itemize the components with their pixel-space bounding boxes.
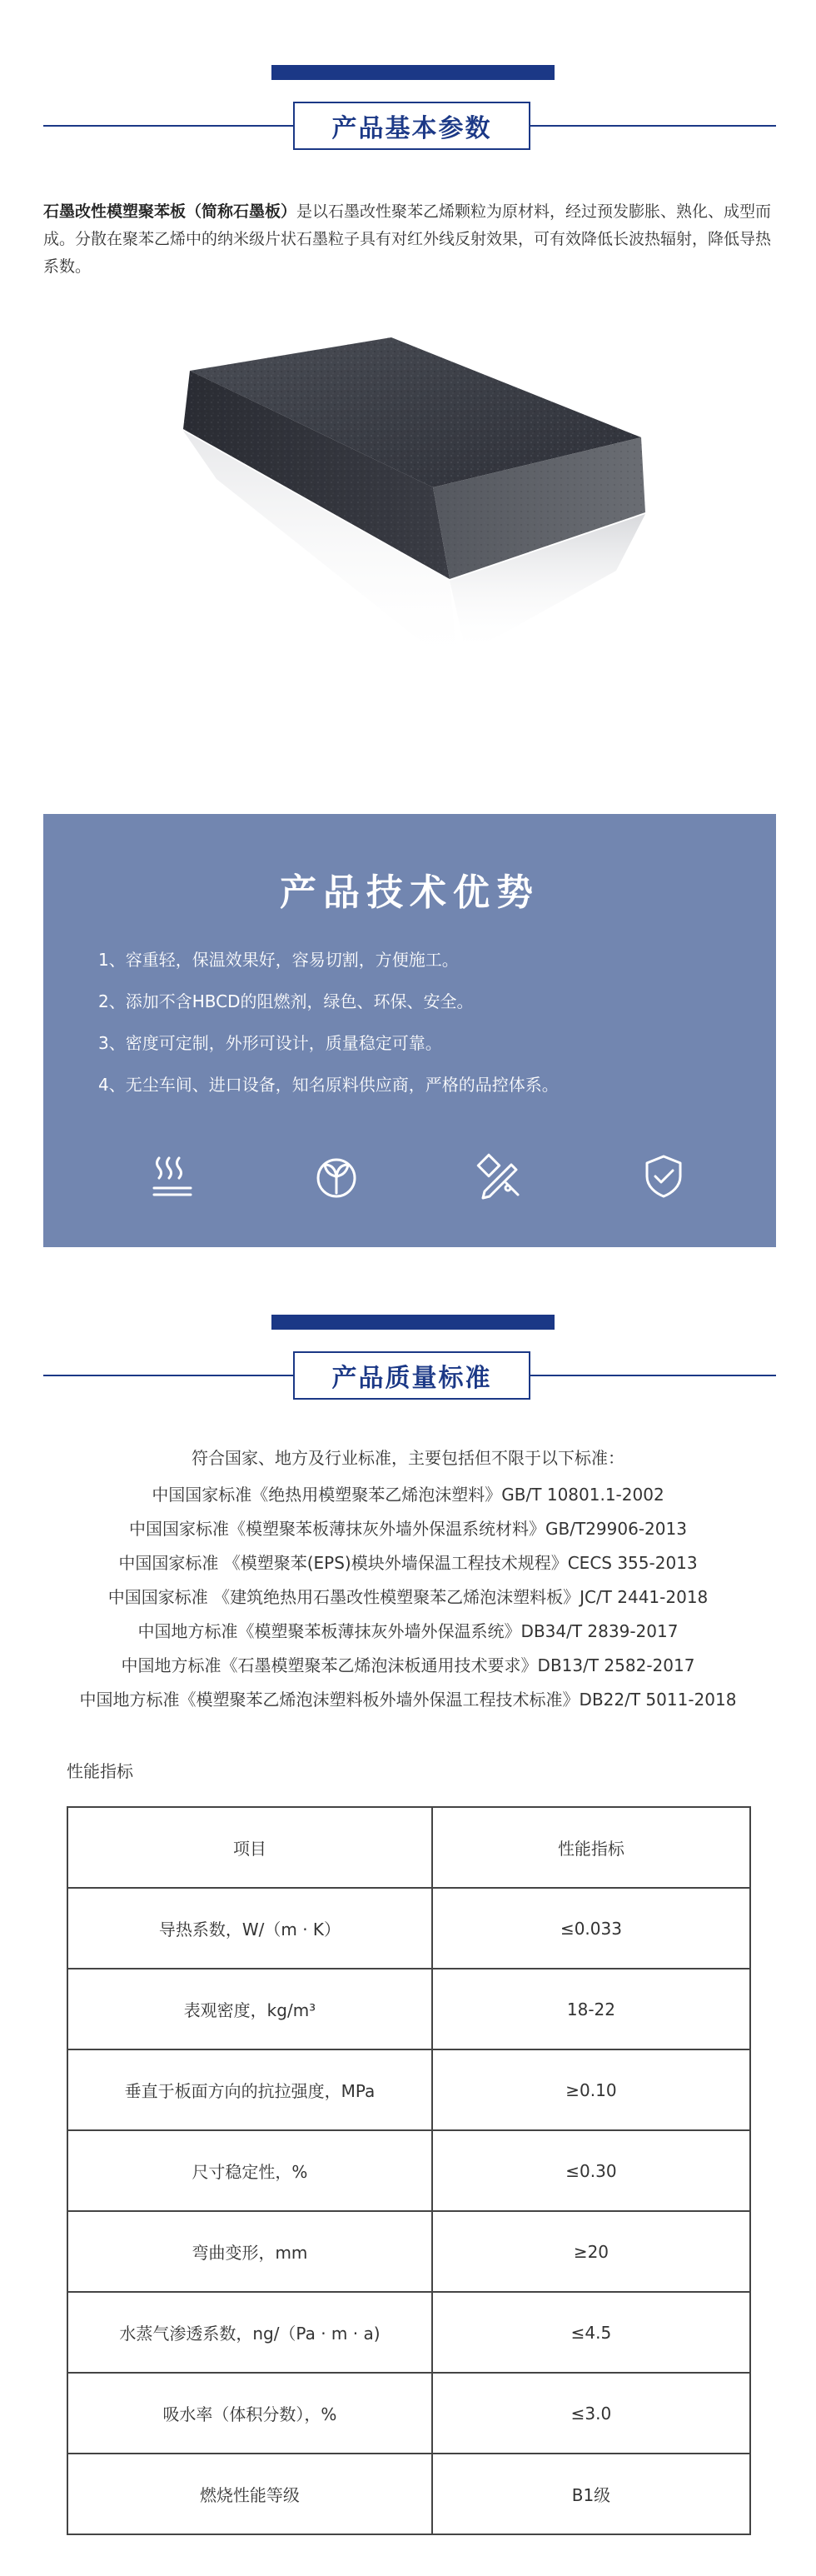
table-row (67, 2211, 750, 2292)
header-line-left (43, 125, 293, 127)
advantages-list (98, 939, 559, 1106)
table-row (67, 2454, 750, 2534)
table-cell-value: ≥20 (432, 2211, 750, 2292)
table-cell-item: 导热系数，W/（m · K） (67, 1888, 432, 1969)
table-header-row (67, 1807, 750, 1888)
performance-table (67, 1806, 751, 2535)
advantage-item: 2、添加不含HBCD的阻燃剂，绿色、环保、安全。 (98, 991, 474, 1011)
table-cell-item: 尺寸稳定性，% (67, 2130, 432, 2211)
table-row (67, 2130, 750, 2211)
table-header-cell: 项目 (67, 1807, 432, 1888)
heat-insulation-icon (143, 1147, 202, 1206)
standard-item: 中国国家标准《绝热用模塑聚苯乙烯泡沫塑料》GB/T 10801.1-2002 (152, 1485, 664, 1505)
section-title: 产品基本参数 (331, 114, 492, 143)
eco-leaf-icon (307, 1147, 366, 1206)
shield-check-icon (634, 1147, 693, 1206)
table-row (67, 1888, 750, 1969)
table-cell-value: 18-22 (432, 1969, 750, 2049)
section-title: 产品质量标准 (331, 1364, 492, 1393)
table-cell-value: B1级 (432, 2454, 750, 2534)
header-accent-bar (271, 65, 555, 80)
intro-product-name: 石墨改性模塑聚苯板（简称石墨板） (43, 202, 297, 221)
performance-label: 性能指标 (67, 1761, 133, 1781)
standard-item: 中国国家标准 《建筑绝热用石墨改性模塑聚苯乙烯泡沫塑料板》JC/T 2441-2018 (107, 1587, 709, 1607)
intro-text: 是以石墨改性聚苯乙烯颗粒为原材料，经过预发膨胀、熟化、成型而成。分散在聚苯乙烯中的纳米级片状石墨粒子具有对红外线反射效果，可有效降低长波热辐射，降低导热系数。 (43, 202, 772, 276)
header-line-right (530, 1375, 776, 1376)
header-accent-bar (271, 1315, 555, 1330)
table-header-cell: 性能指标 (432, 1807, 750, 1888)
intro-paragraph (43, 198, 784, 281)
table-cell-value: ≤0.30 (432, 2130, 750, 2211)
table-cell-item: 弯曲变形，mm (67, 2211, 432, 2292)
table-cell-value: ≥0.10 (432, 2049, 750, 2130)
table-row (67, 1969, 750, 2049)
advantage-item: 1、容重轻，保温效果好，容易切割，方便施工。 (98, 950, 459, 970)
table-cell-value: ≤3.0 (432, 2373, 750, 2454)
header-line-right (530, 125, 776, 127)
standard-item: 中国地方标准《石墨模塑聚苯乙烯泡沫板通用技术要求》DB13/T 2582-2017 (121, 1655, 695, 1675)
table-row (67, 2049, 750, 2130)
header-line-left (43, 1375, 293, 1376)
standard-item: 中国国家标准《模塑聚苯板薄抹灰外墙外保温系统材料》GB/T29906-2013 (129, 1519, 687, 1539)
advantage-item: 4、无尘车间、进口设备，知名原料供应商，严格的品控体系。 (98, 1075, 559, 1095)
advantages-icons (143, 1147, 693, 1206)
section-title-box (293, 102, 530, 150)
standard-item: 中国国家标准 《模塑聚苯(EPS)模块外墙保温工程技术规程》CECS 355-2013 (118, 1553, 698, 1573)
standards-list (0, 1478, 816, 1717)
graphite-board-illustration (150, 321, 666, 754)
advantage-item: 3、密度可定制，外形可设计，质量稳定可靠。 (98, 1033, 442, 1053)
table-cell-item: 水蒸气渗透系数，ng/（Pa · m · a) (67, 2292, 432, 2373)
advantages-title: 产品技术优势 (280, 871, 540, 914)
table-cell-item: 吸水率（体积分数），% (67, 2373, 432, 2454)
standard-item: 中国地方标准《模塑聚苯板薄抹灰外墙外保温系统》DB34/T 2839-2017 (137, 1621, 679, 1641)
standard-item: 中国地方标准《模塑聚苯乙烯泡沫塑料板外墙外保温工程技术标准》DB22/T 5011-2018 (79, 1690, 737, 1710)
table-cell-item: 垂直于板面方向的抗拉强度，MPa (67, 2049, 432, 2130)
advantages-panel (43, 814, 776, 1247)
section-title-box (293, 1351, 530, 1400)
table-cell-value: ≤4.5 (432, 2292, 750, 2373)
table-row (67, 2292, 750, 2373)
table-cell-item: 燃烧性能等级 (67, 2454, 432, 2534)
design-tools-icon (470, 1147, 529, 1206)
table-row (67, 2373, 750, 2454)
table-cell-value: ≤0.033 (432, 1888, 750, 1969)
product-image (150, 321, 666, 754)
standards-intro: 符合国家、地方及行业标准，主要包括但不限于以下标准： (192, 1448, 624, 1468)
table-cell-item: 表观密度，kg/m³ (67, 1969, 432, 2049)
